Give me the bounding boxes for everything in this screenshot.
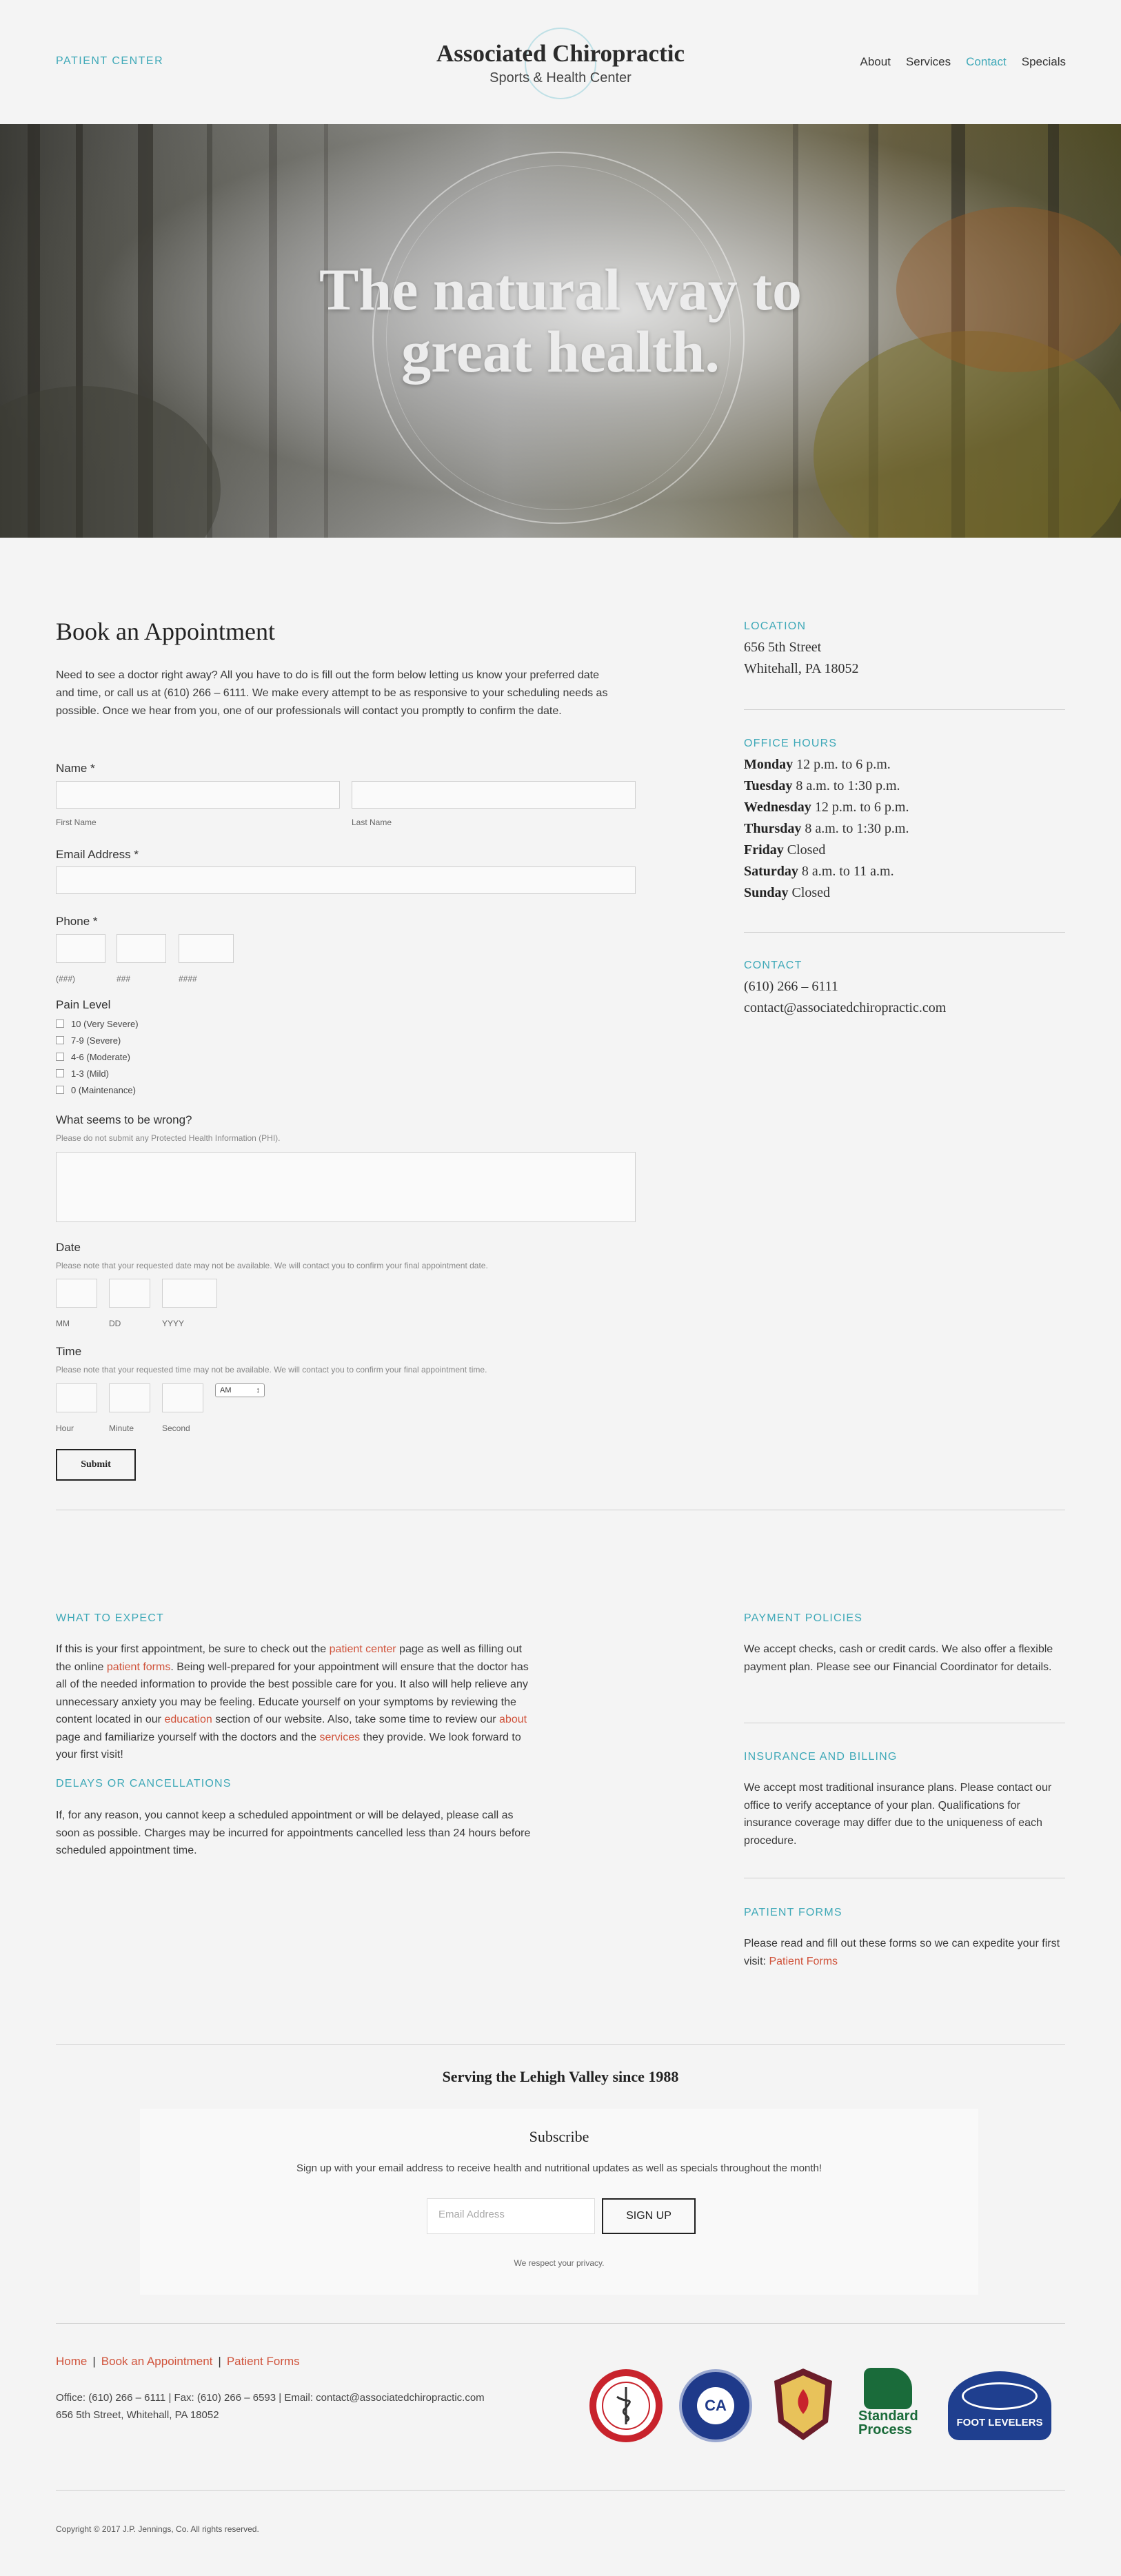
pain-option[interactable] bbox=[56, 1048, 139, 1065]
chiropractic-seal-icon bbox=[589, 2369, 663, 2442]
section-divider bbox=[56, 2323, 1065, 2324]
section-divider bbox=[56, 2490, 1065, 2491]
checkbox[interactable] bbox=[56, 1036, 64, 1044]
pain-option-label: 7-9 (Severe) bbox=[71, 1035, 121, 1046]
services-inline-link[interactable]: services bbox=[319, 1731, 361, 1743]
footer-contact bbox=[56, 2389, 485, 2424]
hours-day: Sunday bbox=[744, 885, 789, 900]
time-second-input[interactable] bbox=[162, 1383, 203, 1412]
ca-association-icon bbox=[679, 2369, 752, 2442]
hero-foliage bbox=[896, 207, 1121, 372]
footer-links bbox=[56, 2355, 300, 2369]
email-label: Email Address * bbox=[56, 848, 139, 861]
phone-prefix-label: ### bbox=[117, 974, 131, 984]
hero-foliage bbox=[0, 386, 221, 538]
contact-block bbox=[744, 960, 1065, 1019]
hours-row bbox=[744, 797, 1065, 818]
insurance-paragraph: We accept most traditional insurance plans. Please contact our office to verify acceptance of your plan. Qualifications for insurance coverage may differ due to the uniqueness of each procedure. bbox=[744, 1782, 1052, 1847]
privacy-note: We respect your privacy. bbox=[514, 2258, 605, 2268]
nav-services[interactable]: Services bbox=[905, 55, 951, 68]
patient-center-link[interactable]: PATIENT CENTER bbox=[56, 55, 164, 67]
expect-heading: WHAT TO EXPECT bbox=[56, 1612, 164, 1624]
date-note: Please note that your requested date may not be available. We will contact you to confirm your final appointment date. bbox=[56, 1261, 488, 1270]
last-name-input[interactable] bbox=[352, 781, 636, 809]
phone-line-label: #### bbox=[179, 974, 197, 984]
hours-row bbox=[744, 754, 1065, 775]
copyright: Copyright © 2017 J.P. Jennings, Co. All rights reserved. bbox=[56, 2524, 259, 2534]
payment-heading: PAYMENT POLICIES bbox=[744, 1612, 863, 1624]
phone-area-input[interactable] bbox=[56, 934, 105, 963]
checkbox[interactable] bbox=[56, 1020, 64, 1028]
divider bbox=[744, 932, 1065, 933]
date-month-label: MM bbox=[56, 1319, 70, 1328]
phone-prefix-input[interactable] bbox=[117, 934, 166, 963]
sp-text: Standard Process bbox=[858, 2408, 918, 2437]
standard-process-logo bbox=[858, 2368, 934, 2444]
wrong-textarea[interactable] bbox=[56, 1152, 636, 1222]
logo-title: Associated Chiropractic bbox=[436, 40, 685, 67]
main-nav bbox=[860, 55, 1066, 69]
phone-line-input[interactable] bbox=[179, 934, 234, 963]
wrong-label: What seems to be wrong? bbox=[56, 1113, 192, 1126]
delays-paragraph: If, for any reason, you cannot keep a scheduled appointment or will be delayed, please call as soon as possible. Charges may be incurred for appointments cancelled less than 24 hours before scheduled appointment time. bbox=[56, 1809, 531, 1856]
first-name-label: First Name bbox=[56, 818, 97, 827]
location-line-1: 656 5th Street bbox=[744, 640, 822, 655]
pain-options bbox=[56, 1015, 139, 1098]
hours-row bbox=[744, 861, 1065, 882]
text: Please read and fill out these forms so we can expedite your first visit: bbox=[744, 1938, 1060, 1967]
hours-day: Thursday bbox=[744, 821, 802, 836]
hero-headline bbox=[285, 258, 836, 383]
pain-option[interactable] bbox=[56, 1032, 139, 1048]
subscribe-email-input[interactable]: Email Address bbox=[427, 2198, 595, 2234]
nav-about[interactable]: About bbox=[860, 55, 891, 68]
footer-link-home[interactable]: Home bbox=[56, 2355, 88, 2368]
ca-badge-text: CA bbox=[697, 2387, 734, 2424]
logo-subtitle: Sports & Health Center bbox=[489, 70, 632, 85]
ampm-value: AM bbox=[220, 1386, 232, 1395]
date-year-input[interactable] bbox=[162, 1279, 217, 1308]
patient-forms-link[interactable]: Patient Forms bbox=[769, 1955, 838, 1967]
time-minute-label: Minute bbox=[109, 1423, 134, 1433]
ampm-select[interactable] bbox=[215, 1383, 265, 1397]
pain-option[interactable] bbox=[56, 1082, 139, 1098]
appointment-form bbox=[56, 617, 635, 1470]
location-heading: LOCATION bbox=[744, 620, 807, 632]
select-arrows-icon: ↕ bbox=[256, 1386, 260, 1395]
nav-specials[interactable]: Specials bbox=[1021, 55, 1066, 68]
hours-time: Closed bbox=[787, 842, 826, 858]
hours-day: Saturday bbox=[744, 864, 798, 879]
hours-time: Closed bbox=[791, 885, 831, 900]
hours-row bbox=[744, 840, 1065, 861]
pain-option-label: 0 (Maintenance) bbox=[71, 1084, 136, 1095]
hours-row bbox=[744, 775, 1065, 797]
checkbox[interactable] bbox=[56, 1069, 64, 1077]
time-minute-input[interactable] bbox=[109, 1383, 150, 1412]
wrong-note: Please do not submit any Protected Health Information (PHI). bbox=[56, 1133, 281, 1143]
sp-leaf-icon bbox=[864, 2368, 912, 2409]
footer-link-book[interactable]: Book an Appointment bbox=[101, 2355, 213, 2368]
name-label: Name * bbox=[56, 762, 95, 775]
date-label: Date bbox=[56, 1241, 81, 1254]
forms-paragraph bbox=[744, 1935, 1065, 1970]
hours-list bbox=[744, 754, 1065, 904]
caduceus-icon bbox=[596, 2376, 656, 2435]
pain-option[interactable] bbox=[56, 1015, 139, 1032]
subscribe-box bbox=[140, 2109, 978, 2295]
hours-row bbox=[744, 818, 1065, 840]
hours-day: Monday bbox=[744, 757, 794, 772]
crest-icon bbox=[769, 2366, 838, 2443]
date-day-label: DD bbox=[109, 1319, 121, 1328]
pain-option-label: 1-3 (Mild) bbox=[71, 1068, 109, 1079]
text: page as well as filling out the online bbox=[56, 1643, 522, 1673]
nav-contact[interactable]: Contact bbox=[966, 55, 1007, 68]
delays-heading: DELAYS OR CANCELLATIONS bbox=[56, 1778, 232, 1789]
date-day-input[interactable] bbox=[109, 1279, 150, 1308]
foot-levelers-text: FOOT LEVELERS bbox=[956, 2417, 1043, 2428]
site-logo[interactable] bbox=[414, 19, 707, 102]
foot-arch-icon bbox=[962, 2382, 1038, 2410]
text: they provide. We look forward to your first visit! bbox=[56, 1731, 521, 1761]
last-name-label: Last Name bbox=[352, 818, 392, 827]
date-year-label: YYYY bbox=[162, 1319, 185, 1328]
date-month-input[interactable] bbox=[56, 1279, 97, 1308]
phone-area-label: (###) bbox=[56, 974, 76, 984]
contact-phone[interactable]: (610) 266 – 6111 bbox=[744, 979, 838, 994]
office-hours bbox=[744, 738, 1065, 904]
phone-label: Phone * bbox=[56, 915, 98, 928]
location-line-2: Whitehall, PA 18052 bbox=[744, 661, 859, 676]
text: If this is your first appointment, be sure to check out the bbox=[56, 1643, 330, 1655]
footer-link-forms[interactable]: Patient Forms bbox=[226, 2355, 300, 2368]
form-title: Book an Appointment bbox=[56, 618, 275, 645]
contact-email[interactable]: contact@associatedchiropractic.com bbox=[744, 1000, 947, 1015]
text: section of our website. Also, take some time to review our bbox=[212, 1714, 500, 1725]
insurance-heading: INSURANCE AND BILLING bbox=[744, 1751, 898, 1763]
pain-label: Pain Level bbox=[56, 998, 111, 1011]
hero-line-1: The natural way to bbox=[319, 256, 802, 323]
patient-center-inline-link[interactable]: patient center bbox=[329, 1643, 396, 1655]
hours-time: 8 a.m. to 1:30 p.m. bbox=[805, 821, 909, 836]
time-label: Time bbox=[56, 1345, 82, 1358]
checkbox[interactable] bbox=[56, 1053, 64, 1061]
footer-contact-line: Office: (610) 266 – 6111 | Fax: (610) 266 – 6593 | Email: contact@associatedchiropractic.com bbox=[56, 2392, 485, 2404]
forms-heading: PATIENT FORMS bbox=[744, 1907, 842, 1918]
hours-heading: OFFICE HOURS bbox=[744, 738, 838, 749]
separator: | bbox=[92, 2355, 96, 2368]
form-intro: Need to see a doctor right away? All you have to do is fill out the form below letting us know your preferred date and time, or call us at (610) 266 – 6111. We make every attempt to be as responsive to your scheduling needs as possible. Once we hear from you, one of our professionals will contact you promptly to confirm the date. bbox=[56, 669, 608, 717]
expect-paragraph bbox=[56, 1641, 538, 1764]
about-inline-link[interactable]: about bbox=[499, 1714, 527, 1725]
hours-time: 12 p.m. to 6 p.m. bbox=[814, 800, 909, 815]
hero-line-2: great health. bbox=[401, 318, 720, 385]
shield-crest-icon bbox=[769, 2366, 838, 2443]
text: page and familiarize yourself with the doctors and the bbox=[56, 1731, 320, 1743]
subscribe-title: Subscribe bbox=[529, 2128, 589, 2145]
hours-day: Tuesday bbox=[744, 778, 793, 793]
hours-row bbox=[744, 882, 1065, 904]
pain-option-label: 4-6 (Moderate) bbox=[71, 1051, 130, 1062]
divider bbox=[744, 709, 1065, 710]
serving-tagline: Serving the Lehigh Valley since 1988 bbox=[442, 2068, 679, 2085]
contact-heading: CONTACT bbox=[744, 960, 802, 971]
footer-address-line: 656 5th Street, Whitehall, PA 18052 bbox=[56, 2409, 219, 2421]
time-note: Please note that your requested time may not be available. We will contact you to confirm your final appointment time. bbox=[56, 1365, 487, 1375]
pain-option-label: 10 (Very Severe) bbox=[71, 1018, 139, 1029]
hero-banner bbox=[0, 124, 1121, 538]
education-inline-link[interactable]: education bbox=[164, 1714, 212, 1725]
checkbox[interactable] bbox=[56, 1086, 64, 1094]
email-input[interactable] bbox=[56, 866, 636, 894]
hours-day: Wednesday bbox=[744, 800, 811, 815]
site-header bbox=[0, 0, 1121, 124]
submit-button[interactable]: Submit bbox=[56, 1449, 136, 1481]
time-hour-input[interactable] bbox=[56, 1383, 97, 1412]
foot-levelers-logo bbox=[948, 2371, 1051, 2440]
subscribe-text: Sign up with your email address to receive health and nutritional updates as well as specials throughout the month! bbox=[296, 2162, 822, 2174]
signup-button[interactable]: SIGN UP bbox=[602, 2198, 696, 2234]
patient-forms-inline-link[interactable]: patient forms bbox=[106, 1661, 171, 1673]
hours-time: 12 p.m. to 6 p.m. bbox=[796, 757, 891, 772]
payment-paragraph: We accept checks, cash or credit cards. We also offer a flexible payment plan. Please see our Financial Coordinator for details. bbox=[744, 1643, 1053, 1673]
text: . Being well-prepared for your appointment will ensure that the doctor has all of the needed information to provide the best possible care for you. It also will help relieve any unnecessary anxiety you may be feeling. Educate yourself on your symptoms by reviewing the content located in our bbox=[56, 1661, 529, 1725]
hero-tree bbox=[269, 124, 277, 538]
pain-option[interactable] bbox=[56, 1065, 139, 1082]
contact-sidebar bbox=[744, 620, 1065, 680]
section-divider bbox=[56, 2044, 1065, 2045]
time-second-label: Second bbox=[162, 1423, 190, 1433]
hours-time: 8 a.m. to 11 a.m. bbox=[801, 864, 894, 879]
hours-time: 8 a.m. to 1:30 p.m. bbox=[796, 778, 900, 793]
separator: | bbox=[218, 2355, 221, 2368]
hours-day: Friday bbox=[744, 842, 784, 858]
first-name-input[interactable] bbox=[56, 781, 340, 809]
time-hour-label: Hour bbox=[56, 1423, 74, 1433]
